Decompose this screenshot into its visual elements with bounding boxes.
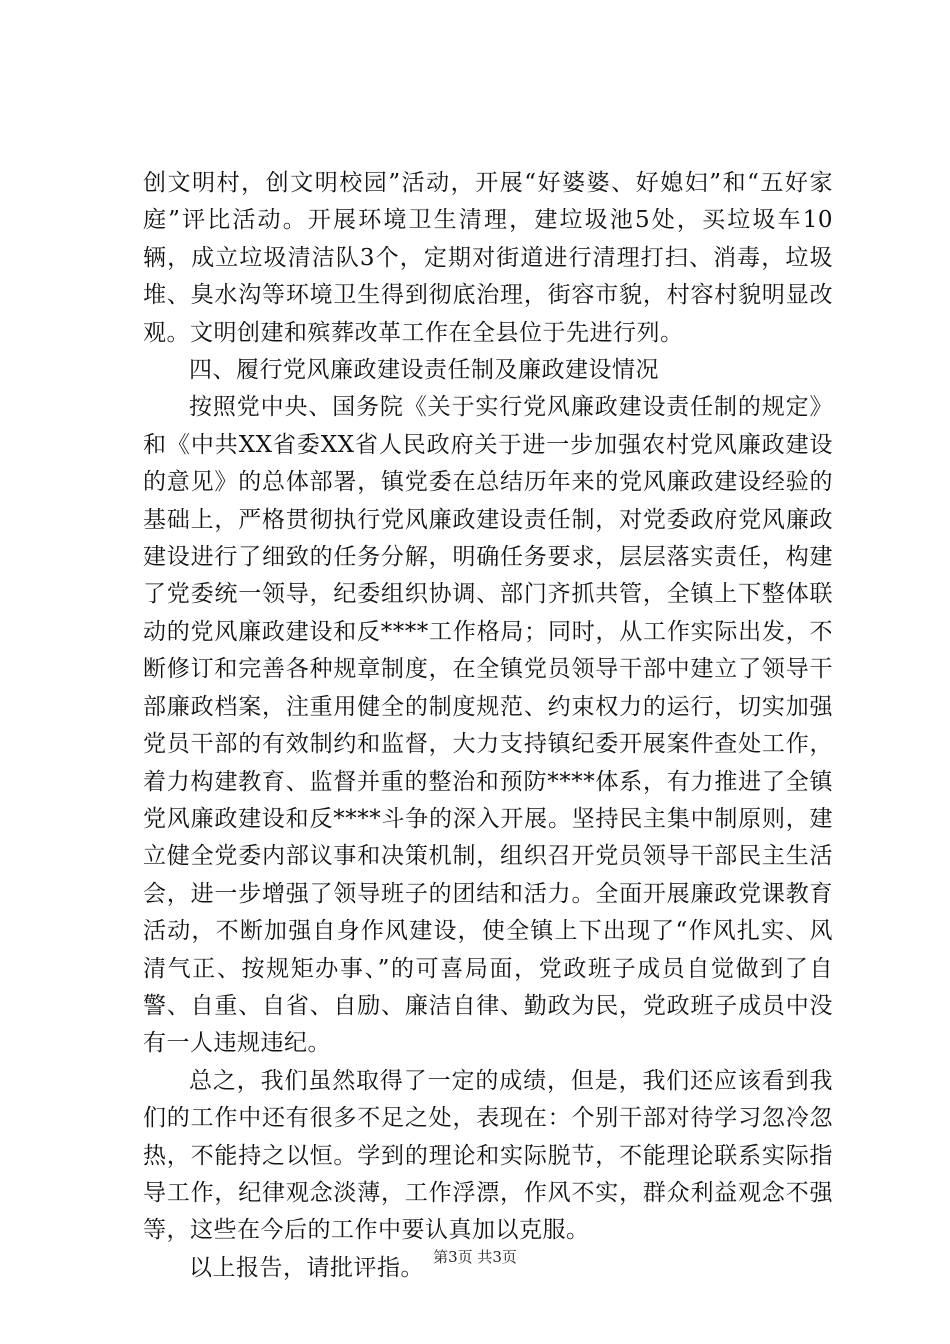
paragraph-3: 按照党中央、国务院《关于实行党风廉政建设责任制的规定》和《中共XX省委XX省人民政府关于进一步加强农村党风廉政建设的意见》的总体部署，镇党委在总结历年来的党风廉政建设经验的基础上，严格贯彻执行党风廉政建设责任制，对党委政府党风廉政建设进行了细致的任务分解，明确任务要求，层层落实责任，构建了党委统一领导，纪委组织协调、部门齐抓共管，全镇上下整体联动的党风廉政建设和反****工作格局；同时，从工作实际出发，不断修订和完善各种规章制度，在全镇党员领导干部中建立了领导干部廉政档案，注重用健全的制度规范、约束权力的运行，切实加强党员干部的有效制约和监督，大力支持镇纪委开展案件查处工作，着力构建教育、监督并重的整治和预防****体系，有力推进了全镇党风廉政建设和反****斗争的深入开展。坚持民主集中制原则，建立健全党委内部议事和决策机制，组织召开党员领导干部民主生活会，进一步增强了领导班子的团结和活力。全面开展廉政党课教育活动，不断加强自身作风建设，使全镇上下出现了“作风扎实、风清气正、按规矩办事、”的可喜局面，党政班子成员自觉做到了自警、自重、自省、自励、廉洁自律、勤政为民，党政班子成员中没有一人违规违纪。 xyxy=(143,394,833,1057)
document-body xyxy=(143,165,833,1287)
page-footer: 第3页 共3页 xyxy=(433,1248,517,1266)
paragraph-5: 以上报告，请批评指。 xyxy=(189,1254,424,1281)
section-heading-4: 四、履行党风廉政建设责任制及廉政建设情况 xyxy=(189,357,659,384)
paragraph-1: 创文明村，创文明校园”活动，开展“好婆婆、好媳妇”和“五好家庭”评比活动。开展环境卫生清理，建垃圾池5处，买垃圾车10辆，成立垃圾清洁队3个，定期对街道进行清理打扫、消毒，垃圾堆、臭水沟等环境卫生得到彻底治理，街容市貌，村容村貌明显改观。文明创建和殡葬改革工作在全县位于先进行列。 xyxy=(143,170,833,346)
paragraph-4: 总之，我们虽然取得了一定的成绩，但是，我们还应该看到我们的工作中还有很多不足之处，表现在：个别干部对待学习忽冷忽热，不能持之以恒。学到的理论和实际脱节，不能理论联系实际指导工作，纪律观念淡薄，工作浮漂，作风不实，群众利益观念不强等，这些在今后的工作中要认真加以克服。 xyxy=(143,1067,833,1244)
